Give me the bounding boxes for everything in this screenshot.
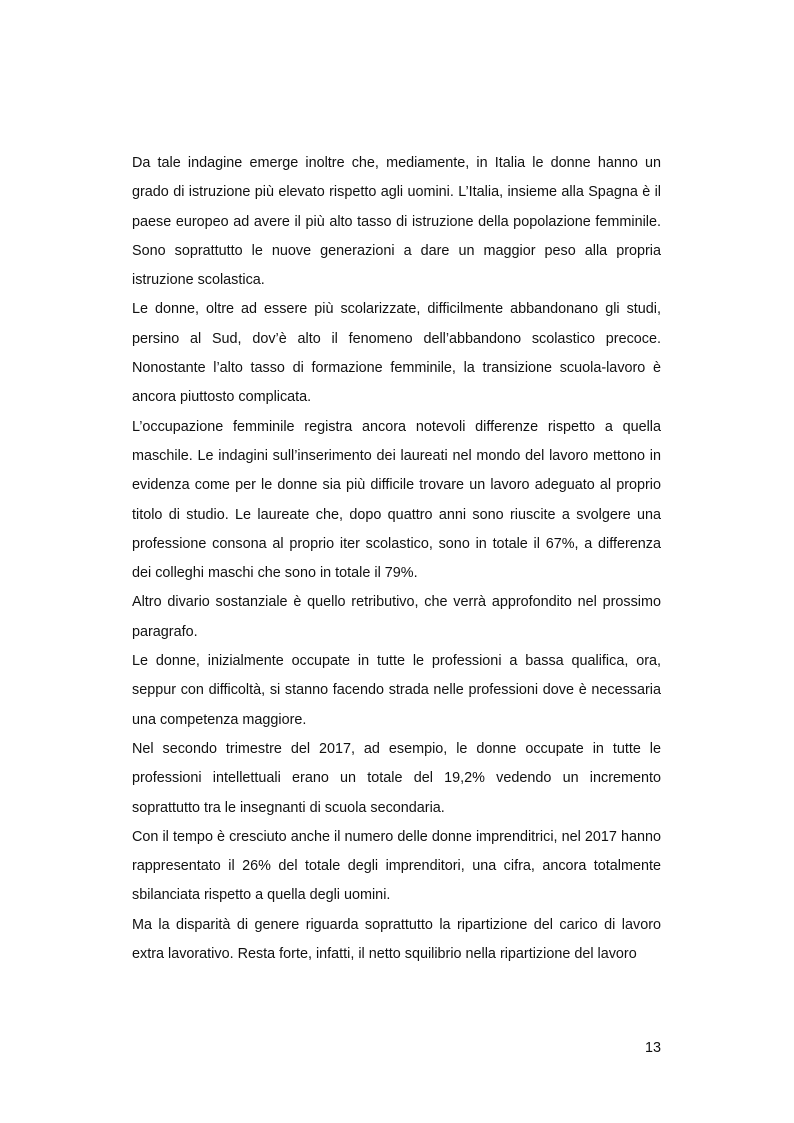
paragraph: Le donne, inizialmente occupate in tutte le professioni a bassa qualifica, ora, seppur con difficoltà, si stanno facendo strada nelle professioni dove è necessaria una competenza maggiore. (132, 653, 661, 728)
page-number: 13 (644, 1040, 661, 1056)
body-text (132, 149, 661, 969)
paragraph: Le donne, oltre ad essere più scolarizzate, difficilmente abbandonano gli studi, persino al Sud, dov’è alto il fenomeno dell’abbandono scolastico precoce. Nonostante l’alto tasso di formazione femminile, la transizione scuola-lavoro è ancora piuttosto complicata. (132, 301, 661, 406)
paragraph: Da tale indagine emerge inoltre che, mediamente, in Italia le donne hanno un grado di istruzione più elevato rispetto agli uomini. L’Italia, insieme alla Spagna è il paese europeo ad avere il più alto tasso di istruzione della popolazione femminile. Sono soprattutto le nuove generazioni a dare un maggior peso alla propria istruzione scolastica. (132, 155, 661, 289)
paragraph: L’occupazione femminile registra ancora notevoli differenze rispetto a quella maschile. Le indagini sull’inserimento dei laureati nel mondo del lavoro mettono in evidenza come per le donne sia più difficile trovare un lavoro adeguato al proprio titolo di studio. Le laureate che, dopo quattro anni sono riuscite a svolgere una professione consona al proprio iter scolastico, sono in totale il 67%, a differenza dei colleghi maschi che sono in totale il 79%. (132, 418, 661, 582)
paragraph: Ma la disparità di genere riguarda soprattutto la ripartizione del carico di lavoro extra lavorativo. Resta forte, infatti, il netto squilibrio nella ripartizione del lavoro (132, 916, 661, 963)
paragraph: Nel secondo trimestre del 2017, ad esempio, le donne occupate in tutte le professioni intellettuali erano un totale del 19,2% vedendo un incremento soprattutto tra le insegnanti di scuola secondaria. (132, 740, 661, 816)
paragraph: Altro divario sostanziale è quello retributivo, che verrà approfondito nel prossimo paragrafo. (132, 594, 661, 640)
paragraph: Con il tempo è cresciuto anche il numero delle donne imprenditrici, nel 2017 hanno rappresentato il 26% del totale degli imprenditori, una cifra, ancora totalmente sbilanciata rispetto a quella degli uomini. (132, 828, 661, 904)
